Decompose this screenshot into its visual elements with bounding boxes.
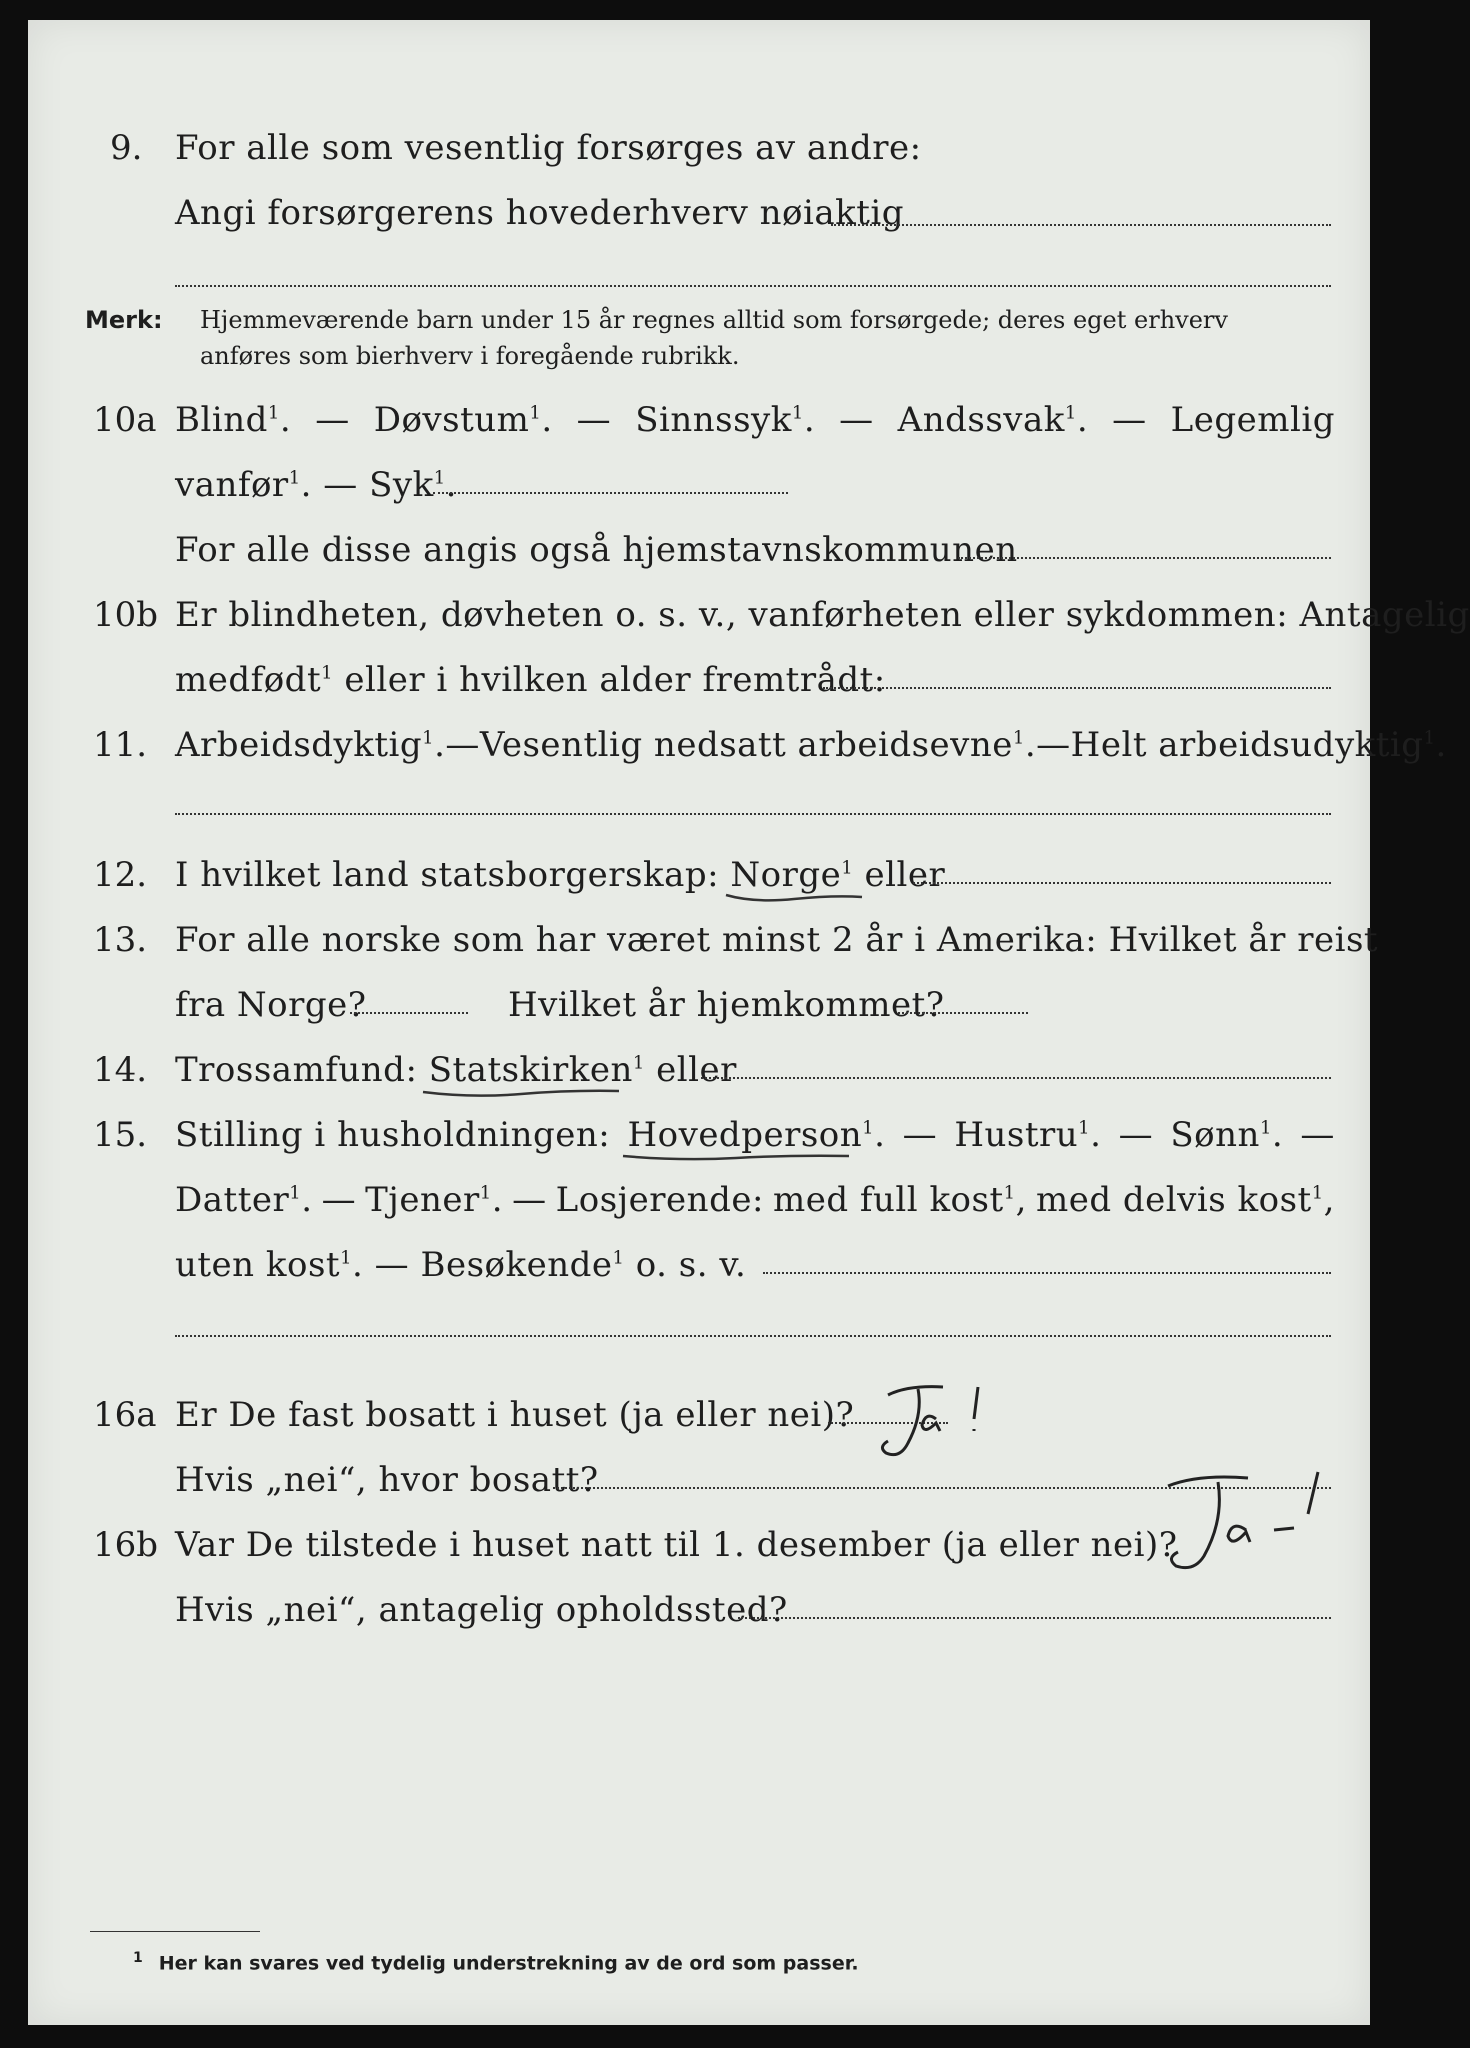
question-15-line3: uten kost$^1$. — Besøkende$^1$ o. s. v. xyxy=(175,1245,747,1285)
option-sonn[interactable]: Sønn$^1$. xyxy=(1170,1115,1284,1155)
separator-dash: — xyxy=(576,400,612,440)
handwritten-answer-16b xyxy=(1108,1460,1348,1580)
option-medfodt[interactable]: medfødt$^1$ xyxy=(175,660,334,700)
option-sinnssyk[interactable]: Sinnssyk$^1$. xyxy=(635,400,816,440)
option-delvis-kost[interactable]: med delvis kost$^1$, xyxy=(1035,1180,1335,1220)
note-label: Merk: xyxy=(85,306,163,334)
question-14-text: Trossamfund: Statskirken$^1$ eller xyxy=(175,1050,737,1090)
answer-line-15b[interactable] xyxy=(175,1335,1331,1337)
underline-stroke-icon xyxy=(421,1086,621,1100)
answer-line-10b[interactable] xyxy=(823,687,1331,689)
question-number-14: 14. xyxy=(93,1050,148,1090)
question-16a-line2: Hvis „nei“, hvor bosatt? xyxy=(175,1460,599,1500)
answer-line-10a[interactable] xyxy=(433,492,788,494)
answer-line-9b[interactable] xyxy=(175,285,1331,287)
question-number-11: 11. xyxy=(93,725,148,765)
answer-line-16b[interactable] xyxy=(738,1617,1331,1619)
question-15-line2: Datter$^1$. — Tjener$^1$. — Losjerende: med full kost$^1$, med delvis kost$^1$, xyxy=(175,1180,1335,1220)
option-losjerende: Losjerende: xyxy=(555,1180,764,1220)
underline-stroke-icon xyxy=(724,891,864,905)
option-legemlig[interactable]: Legemlig xyxy=(1170,400,1335,440)
question-number-10b: 10b xyxy=(93,595,159,635)
option-vesentlig-nedsatt[interactable]: Vesentlig nedsatt arbeidsevne$^1$. xyxy=(479,725,1037,765)
question-9-subtext: Angi forsørgerens hovederhverv nøiaktig xyxy=(175,193,905,233)
question-10a-line3: For alle disse angis også hjemstavnskommunen xyxy=(175,530,1018,570)
note-line-2: anføres som bierhverv i foregående rubrikk. xyxy=(200,342,740,370)
answer-line-12[interactable] xyxy=(913,882,1331,884)
option-helt-udyktig[interactable]: Helt arbeidsudyktig$^1$. xyxy=(1070,725,1447,765)
question-11-text: Arbeidsdyktig$^1$. — Vesentlig nedsatt arbeidsevne$^1$. — Helt arbeidsudyktig$^1$. xyxy=(175,725,1447,765)
question-number-15: 15. xyxy=(93,1115,148,1155)
answer-line-13-year-returned[interactable] xyxy=(898,1012,1028,1014)
option-hustru[interactable]: Hustru$^1$. xyxy=(954,1115,1102,1155)
question-10a-line2 xyxy=(175,465,457,505)
question-12-text: I hvilket land statsborgerskap: Norge$^1$ eller xyxy=(175,855,945,895)
answer-line-10a-home[interactable] xyxy=(958,557,1331,559)
option-statskirken[interactable]: Statskirken$^1$ xyxy=(429,1050,645,1090)
option-datter[interactable]: Datter$^1$. xyxy=(175,1180,313,1220)
option-blind[interactable]: Blind$^1$. xyxy=(175,400,292,440)
option-tjener[interactable]: Tjener$^1$. xyxy=(365,1180,504,1220)
question-number-12: 12. xyxy=(93,855,148,895)
question-9-text: For alle som vesentlig forsørges av andre: xyxy=(175,128,922,168)
footnote: $^1$ Her kan svares ved tydelig understrekning av de ord som passer. xyxy=(133,1950,859,1975)
option-andssvak[interactable]: Andssvak$^1$. xyxy=(897,400,1089,440)
option-arbeidsdyktig[interactable]: Arbeidsdyktig$^1$. xyxy=(175,725,446,765)
question-16b-line1: Var De tilstede i huset natt til 1. desember (ja eller nei)? xyxy=(175,1525,1178,1565)
separator-dash: — xyxy=(839,400,874,440)
option-syk[interactable]: Syk$^1$. xyxy=(369,465,457,505)
question-10a-line1 xyxy=(175,400,1335,440)
separator-dash: — xyxy=(323,465,358,505)
answer-line-9a[interactable] xyxy=(831,224,1331,226)
question-number-16b: 16b xyxy=(93,1525,159,1565)
option-uten-kost[interactable]: uten kost$^1$. xyxy=(175,1245,364,1285)
question-number-16a: 16a xyxy=(93,1395,157,1435)
separator-dash: — xyxy=(1112,400,1147,440)
underline-stroke-icon xyxy=(621,1151,851,1163)
question-10b-line1: Er blindheten, døvheten o. s. v., vanførheten eller sykdommen: Antagelig xyxy=(175,595,1470,635)
option-besokende[interactable]: Besøkende$^1$ xyxy=(420,1245,625,1285)
question-13-hjem: Hvilket år hjemkommet? xyxy=(508,985,945,1025)
separator-dash: — xyxy=(315,400,350,440)
question-10b-line2: medfødt$^1$ eller i hvilken alder fremtrådt: xyxy=(175,660,886,700)
answer-line-15a[interactable] xyxy=(763,1272,1331,1274)
option-vanfor[interactable]: vanfør$^1$. xyxy=(175,465,312,505)
question-number-13: 13. xyxy=(93,920,148,960)
question-16a-line1: Er De fast bosatt i huset (ja eller nei)? xyxy=(175,1395,855,1435)
option-norge[interactable]: Norge$^1$ xyxy=(730,855,853,895)
question-13-line1: For alle norske som har været minst 2 år i Amerika: Hvilket år reist xyxy=(175,920,1379,960)
footnote-rule xyxy=(90,1931,260,1932)
answer-line-13-year-left[interactable] xyxy=(350,1012,468,1014)
handwritten-answer-16a xyxy=(828,1375,1028,1465)
answer-line-11[interactable] xyxy=(175,813,1331,815)
question-16b-line2: Hvis „nei“, antagelig opholdssted? xyxy=(175,1590,788,1630)
question-13-fra: fra Norge? xyxy=(175,985,367,1025)
question-number-10a: 10a xyxy=(93,400,157,440)
option-full-kost[interactable]: med full kost$^1$, xyxy=(772,1180,1027,1220)
note-line-1: Hjemmeværende barn under 15 år regnes alltid som forsørgede; deres eget erhverv xyxy=(200,306,1228,334)
answer-line-14[interactable] xyxy=(701,1077,1331,1079)
option-hovedperson[interactable]: Hovedperson$^1$. xyxy=(627,1115,885,1155)
option-dovstum[interactable]: Døvstum$^1$. xyxy=(373,400,553,440)
question-15-line1: Stilling i husholdningen: Hovedperson$^1$. — Hustru$^1$. — Sønn$^1$. — xyxy=(175,1115,1335,1155)
form-page xyxy=(28,20,1470,2025)
question-number-9: 9. xyxy=(110,128,143,168)
